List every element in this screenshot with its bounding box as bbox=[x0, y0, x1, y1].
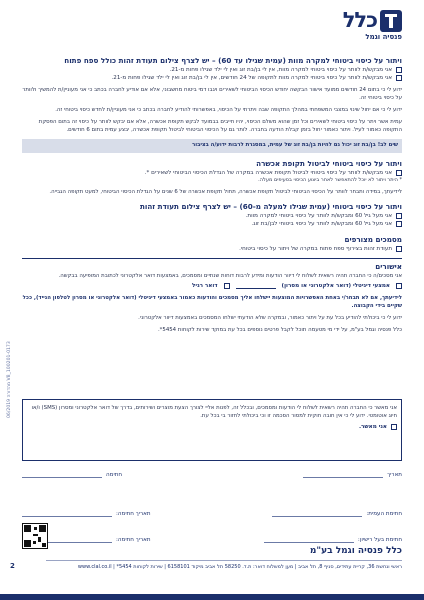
date-line bbox=[303, 470, 383, 478]
checkbox-row[interactable] bbox=[22, 169, 402, 177]
checkbox-label: אני מבקש/ת לוותר על כיסוי ביטוחי למקרה מוות לתקופה של 24 חודשים, אין לי בן/בת זוג ואין לי ילד שגילו פחות מ-21. bbox=[111, 75, 392, 82]
date-field[interactable] bbox=[303, 470, 402, 478]
checkbox[interactable] bbox=[396, 170, 402, 176]
signature-label: חתימה bbox=[106, 472, 123, 478]
member-signature-field[interactable] bbox=[272, 509, 402, 517]
checkbox-row[interactable] bbox=[27, 423, 397, 431]
member-signature-label: חתימת העמית: bbox=[366, 511, 402, 517]
checkbox-label: אני מבקש/ת לוותר על כיסוי ביטוחי לביטול תקופת אכשרה במקרה של הגדלת הכיסוי הביטוחי לשאירים *. bbox=[144, 170, 392, 176]
member-signature-row bbox=[22, 505, 402, 517]
form-code-vertical: 100201-0173_V8 מהדורה 06/2019 bbox=[7, 341, 12, 418]
section-death-waiver-title: ויתור על כיסוי ביטוחי למקרה מוות (עמית שגילו עד 60) – יש לצרף צילום תעודת זהות כולל ספח פתוח bbox=[64, 56, 402, 65]
licensee-date-label: תאריך חתימה: bbox=[116, 537, 151, 543]
section-approvals-title: אישורים bbox=[375, 261, 402, 271]
consent-paragraph: אני מאשר כי החברה תהיה רשאית לשלוח לי הודעות ומסמכים, ובכלל זה, לפנות אליי לצורך הצעת מוצרים ושירותים, בדרך של דואר אלקטרוני ומסרון (SMS) ו/או חיוג אוטומטי. ידוע לי כי אין חובה חוקית למסור הסכמה זו וכי ביכולתי לחזור בי בכל עת. bbox=[31, 405, 397, 419]
checkbox[interactable] bbox=[391, 424, 397, 430]
checkbox-email[interactable] bbox=[396, 283, 402, 289]
section-qualifying-period-title: ויתור על כיסוי ביטוחי לביטול תקופת אכשרה bbox=[256, 159, 402, 168]
info-paragraph: לידיעתך, אם לא תבחר/י באחת האפשרויות המוצעות יישלחו אליך מסמכים והודעות כאמור באמצעי דיגיטלי (דואר אלקטרוני או מסרון לטלפון הנייד), ככל שקיים בידי הקבוצה. bbox=[22, 294, 402, 309]
licensee-signature-field[interactable] bbox=[264, 535, 402, 543]
checkbox[interactable] bbox=[396, 67, 402, 73]
checkbox-label: אני מעל גיל 60 ומבקש/ת לוותר על כיסוי ביטוחי לבן/בת זוג. bbox=[251, 221, 392, 228]
section-attachments-title: מסמכים מצורפים bbox=[344, 234, 402, 244]
mail-option-label: דואר רגיל bbox=[192, 282, 218, 289]
clal-logo bbox=[328, 10, 402, 44]
checkbox-label: תעודת זהות בצירוף ספח פתוח במקרה של ויתור על כיסוי ביטוחי. bbox=[239, 245, 392, 252]
form-content bbox=[22, 56, 402, 334]
checkbox[interactable] bbox=[396, 246, 402, 252]
signature-field[interactable] bbox=[22, 470, 122, 478]
checkbox-label: אני מעל גיל 60 ומבקש/ת לוותר על כיסוי ביטוחי למקרה מוות. bbox=[245, 213, 392, 220]
checkbox-row[interactable] bbox=[22, 74, 402, 82]
info-paragraph: ידוע לי כי בתום 24 חודשים ממועד אישור הבקשה יחודש הכיסוי הביטוחי לשאירים ויגבו דמי ביטוח מחשבוני, אלא אם אודיע לחברה בכתב כי אני מעוניין/ת להמשיך ולוותר על כיסוי ביטוחי זה. bbox=[22, 87, 402, 102]
checkbox-label: אני מאשר. bbox=[358, 424, 387, 430]
checkbox-row[interactable] bbox=[22, 212, 402, 220]
bottom-accent-bar bbox=[0, 594, 424, 600]
email-underline bbox=[236, 283, 276, 289]
section-over60-title: ויתור על כיסוי ביטוחי (עמית שגילו למעלה מ-60) – יש לצרף צילום תעודת זהות bbox=[139, 202, 402, 212]
info-paragraph: ידוע לי כי ביכולתי להודיע בכל עת על ויתור כאמור, ובמקרה שלא הודעתי ישלחו המסמכים באמצעות דיוור אלקטרוני. bbox=[138, 314, 402, 321]
checkbox-label: אני מבקש/ת לוותר על כיסוי ביטוחי למקרה מוות, אין לי בן/בת זוג ואין לי ילד שגילו פחות מ-21. bbox=[169, 67, 392, 73]
footer-brand: כלל פנסיה וגמל בע"מ bbox=[309, 546, 402, 556]
consent-signature-row bbox=[22, 466, 402, 478]
member-date-label: תאריך חתימה: bbox=[116, 511, 151, 517]
member-date-field[interactable] bbox=[22, 509, 151, 517]
checkbox-row[interactable] bbox=[22, 66, 402, 74]
checkbox[interactable] bbox=[396, 75, 402, 81]
member-date-line bbox=[22, 509, 112, 517]
spouse-note-box: שים לב! בן/בת זוג יכול גם להיות בן/בת זוג של עמית, במסגרת לרבות ידוע/ה בציבור bbox=[22, 139, 402, 153]
footer-divider bbox=[46, 560, 402, 561]
checkbox[interactable] bbox=[396, 221, 402, 227]
page-number: 2 bbox=[10, 562, 15, 570]
licensee-signature-label: חתימת בעל רישיון: bbox=[357, 537, 402, 543]
qr-code-icon bbox=[22, 523, 48, 549]
delivery-method-row bbox=[22, 282, 402, 290]
logo-word: כלל bbox=[342, 8, 377, 32]
checkbox-row[interactable] bbox=[22, 220, 402, 228]
licensee-signature-row bbox=[22, 531, 402, 543]
marketing-consent-box bbox=[22, 399, 402, 461]
info-paragraph: לידיעתך, במידה ותבחר לוותר על הכיסוי הביטוחי לביטול תקופת אכשרה, תחול תקופת אכשרה של 6 שנים על הגדלת הכיסוי הביטוחי, למעט תקופה הגבייה. bbox=[49, 189, 402, 196]
email-option-label: אמצעי דיגיטלי (דואר אלקטרוני או מסרון) bbox=[281, 282, 390, 289]
info-paragraph: כלל פנסיה וגמל בע"מ, על ידי מי מטעמה תוכל לקבל פרטים נוספים בכל עת במוקד שירות לקוחות 5454*. bbox=[157, 326, 402, 333]
footnote: * היתר ויתור לא יוכל להתאפשר לאחר ביצוע הכיסוי בסעיפים מעלה. bbox=[258, 177, 402, 184]
checkbox-row[interactable] bbox=[22, 245, 402, 253]
clal-logo-icon bbox=[380, 10, 402, 32]
footer-address: ראשי ונחשת 36, קריית עתידים, סניף 8, תל אביב | מען למשלוח דואר: ת.ד. 58250 תל אביב מיקוד 6158101 | שירות לקוחות 5454* | www.clal.co.il bbox=[77, 564, 402, 570]
checkbox-mail[interactable] bbox=[224, 283, 230, 289]
licensee-signature-line bbox=[264, 535, 354, 543]
signature-line bbox=[22, 470, 102, 478]
info-paragraph: אני מסכים/ה כי החברה תהיה רשאית לשלוח לי דיוור הודעות ומידע לרבות דוחות שנתיים ומסמכים, באמצעות דואר אלקטרוני לכתובת המופיעה בבקשה. bbox=[58, 272, 402, 279]
info-paragraph: ידוע לי כי אם יחול שינוי במצבי המשפחתי במהלך התקופה שבה ויתרתי על הכיסוי, באפשרותי להודיע לחברה בכתב כי אני מעוניין/ת לחדש כיסוי ביטוחי זה. bbox=[55, 107, 402, 114]
member-signature-line bbox=[272, 509, 362, 517]
section-divider bbox=[22, 258, 402, 259]
date-label: תאריך bbox=[387, 472, 402, 478]
info-paragraph: עמית אשר ויתר על כיסוי ביטוחי לשאירים וכל זמן שהוא משלם הכיסוי, יהיו חייבים בבמועד לבקש תקופת אכשרה, אלא אם יבקש לוותר על כיסוי זה בתום הפסקת התקופה כאמור לעיל. ויתור כאמור יחול בזמן קבלת הודעה בחברה. לותר גם על הכיסוי הביטוחי לביטול תקופת אכשרה, יבצע עמית בתום 6 חודשים. bbox=[38, 119, 402, 134]
logo-subtitle: פנסיה וגמל bbox=[365, 33, 402, 41]
checkbox[interactable] bbox=[396, 213, 402, 219]
